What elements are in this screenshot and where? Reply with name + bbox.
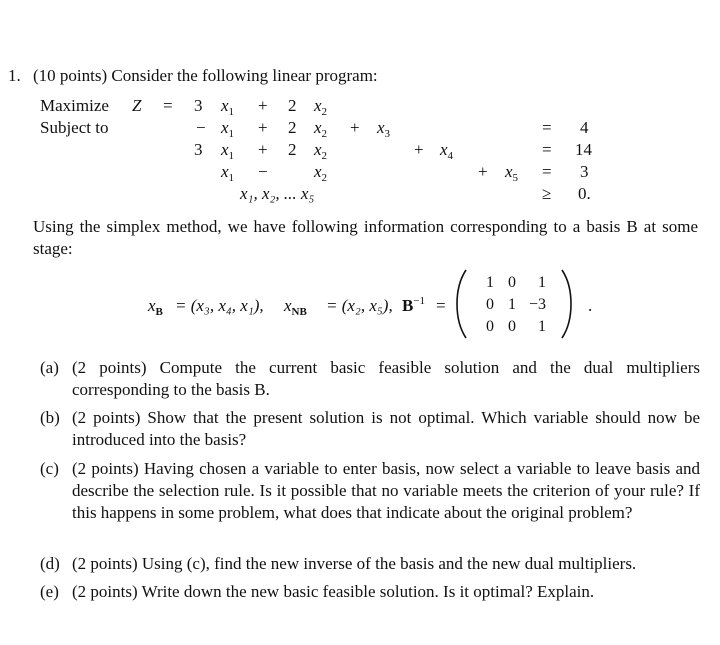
nonneg-rhs: 0. xyxy=(578,184,591,203)
c2-rhs: 14 xyxy=(575,140,592,159)
basis-period: . xyxy=(588,296,593,315)
c1-plus-1: + xyxy=(258,118,268,137)
c3-x5: $x_5$ xyxy=(505,162,519,184)
c1-coef-2: 2 xyxy=(288,118,297,137)
subquestion-text: (2 points) Show that the present solution is not optimal. Which variable should now be introduced into the basis? xyxy=(72,408,700,449)
subquestion-b xyxy=(40,407,700,451)
c1-equals: = xyxy=(542,118,552,137)
question-number: 1. xyxy=(8,66,21,85)
c1-x2: $x_2$ xyxy=(314,118,328,140)
matrix-cell: 0 xyxy=(508,318,516,335)
subquestion-e xyxy=(40,581,700,603)
c1-x1: $x_1$ xyxy=(221,118,235,140)
binv-label: $B^{-1}$ xyxy=(402,295,426,315)
c2-x2: $x_2$ xyxy=(314,140,328,162)
c3-minus: − xyxy=(258,162,268,181)
paragraph-basis-info: Using the simplex method, we have following information corresponding to a basis B at some stage: xyxy=(33,217,698,258)
matrix-cell: −3 xyxy=(528,296,546,313)
c2-x4: $x_4$ xyxy=(440,140,454,162)
objective-x1: $x_1$ xyxy=(221,96,235,118)
c3-x2: $x_2$ xyxy=(314,162,328,184)
matrix-cell: 1 xyxy=(508,296,516,313)
c3-equals: = xyxy=(542,162,552,181)
nonneg-vars: x₁, x₂, ... x₅ xyxy=(240,184,315,203)
subquestion-d xyxy=(40,553,700,575)
xnb-label: $x_{NB}$ xyxy=(284,296,307,318)
c1-plus-2: + xyxy=(350,118,360,137)
c2-coef-2: 2 xyxy=(288,140,297,159)
c3-x1: $x_1$ xyxy=(221,162,235,184)
xnb-value: = (x₂, x₅), xyxy=(326,296,393,315)
objective-equals: = xyxy=(163,96,173,115)
xb-label: $x_B$ xyxy=(148,296,163,318)
matrix-cell: 1 xyxy=(486,274,494,291)
c1-rhs: 4 xyxy=(580,118,589,137)
subquestion-label: (e) xyxy=(40,582,59,601)
maximize-label: Maximize xyxy=(40,96,109,115)
subquestion-label: (d) xyxy=(40,554,60,573)
c2-x1: $x_1$ xyxy=(221,140,235,162)
c2-plus-1: + xyxy=(258,140,268,159)
c3-plus: + xyxy=(478,162,488,181)
c2-plus-2: + xyxy=(414,140,424,159)
objective-plus: + xyxy=(258,96,268,115)
c2-coef-1: 3 xyxy=(194,140,203,159)
c3-rhs: 3 xyxy=(580,162,589,181)
binv-equals: = xyxy=(436,296,446,315)
subquestion-label: (c) xyxy=(40,459,59,478)
nonneg-ge: ≥ xyxy=(542,184,552,203)
matrix-cell: 1 xyxy=(538,274,546,291)
matrix-cell: 1 xyxy=(538,318,546,335)
objective-x2: $x_2$ xyxy=(314,96,328,118)
subquestion-a xyxy=(40,357,700,401)
xb-value: = (x₃, x₄, x₁), xyxy=(175,296,264,315)
subquestion-text: (2 points) Write down the new basic feasible solution. Is it optimal? Explain. xyxy=(72,582,595,601)
subquestion-text: (2 points) Using (c), find the new inverse of the basis and the new dual multipliers. xyxy=(72,554,637,573)
subquestion-text: (2 points) Compute the current basic feasible solution and the dual multipliers corresponding to the basis B. xyxy=(72,358,700,399)
objective-coef-1: 3 xyxy=(194,96,203,115)
subquestion-label: (a) xyxy=(40,358,59,377)
subquestion-text: (2 points) Having chosen a variable to enter basis, now select a variable to leave basis and describe the selection rule. Is it possible that no variable meets the criterion of your rule? If this happens in some problem, what does that indicate about the original problem? xyxy=(72,459,700,522)
matrix-cell: 0 xyxy=(508,274,516,291)
matrix-cell: 0 xyxy=(486,318,494,335)
question-header: (10 points) Consider the following linear program: xyxy=(33,66,378,85)
subquestion-c xyxy=(40,458,700,524)
c1-sign: − xyxy=(196,118,206,137)
matrix-cell: 0 xyxy=(486,296,494,313)
objective-coef-2: 2 xyxy=(288,96,297,115)
subject-to-label: Subject to xyxy=(40,118,109,137)
subquestion-label: (b) xyxy=(40,408,60,427)
c2-equals: = xyxy=(542,140,552,159)
objective-z: Z xyxy=(132,96,142,115)
c1-x3: $x_3$ xyxy=(377,118,391,140)
